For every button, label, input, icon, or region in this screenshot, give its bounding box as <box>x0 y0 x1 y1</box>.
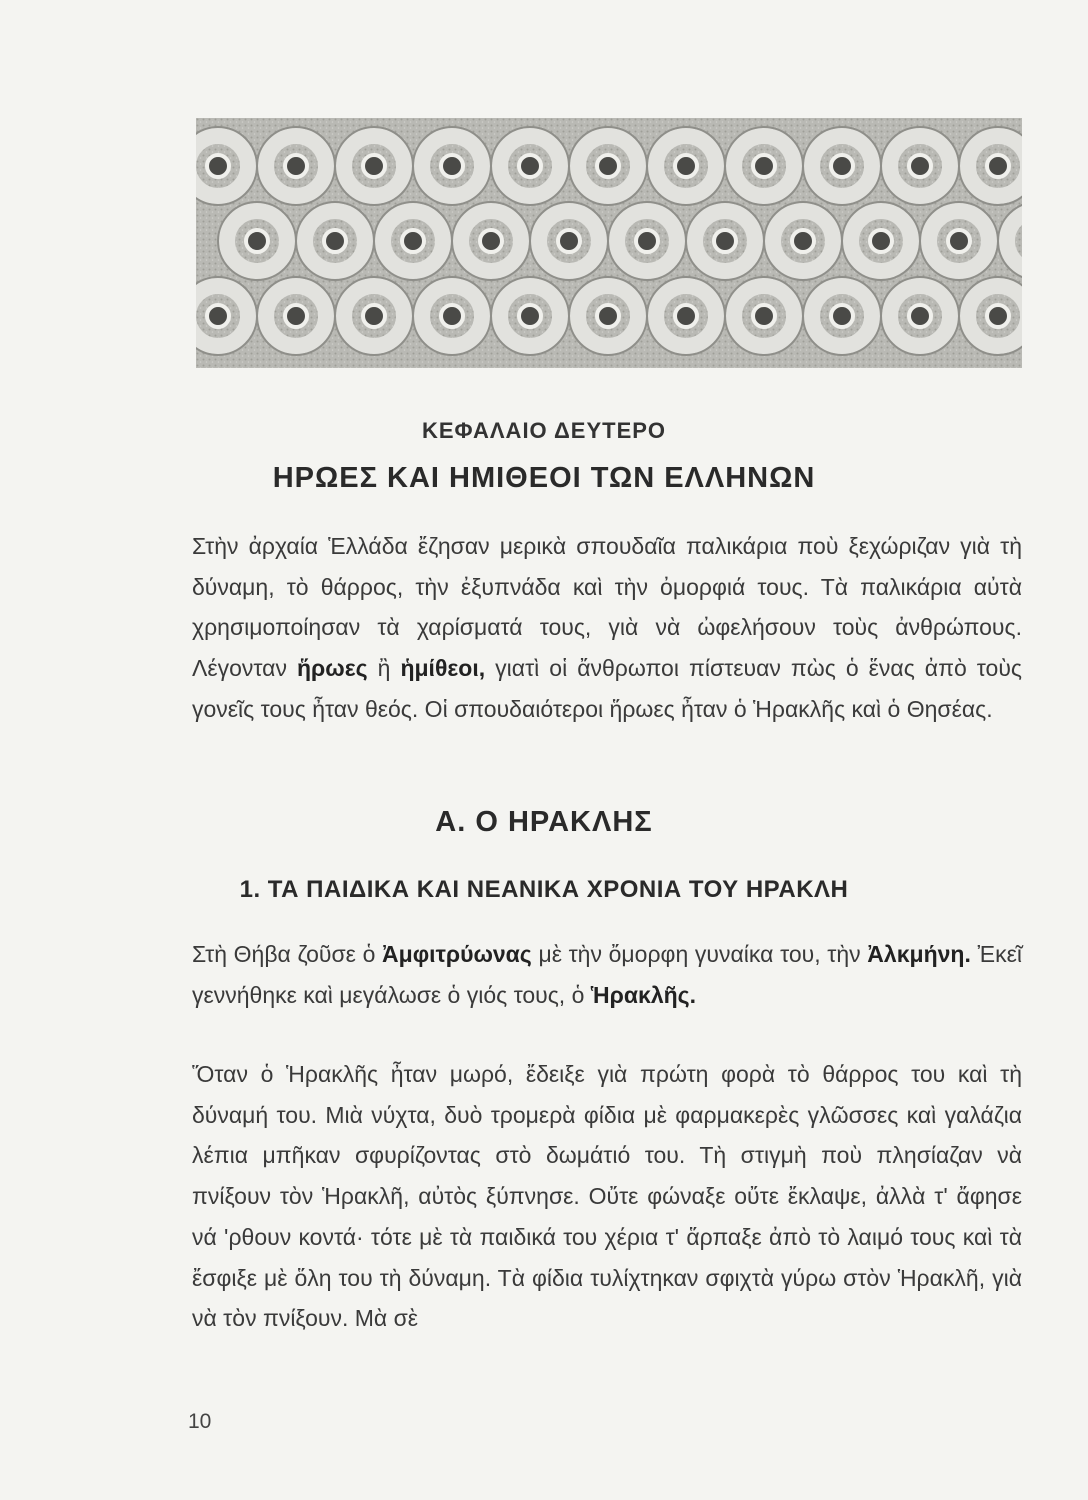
chapter-label: ΚΕΦΑΛΑΙΟ ΔΕΥΤΕΡΟ <box>421 418 667 443</box>
braid-eye <box>363 155 385 177</box>
page-number: 10 <box>188 1410 212 1433</box>
braid-eye <box>246 230 268 252</box>
braid-eye <box>480 230 502 252</box>
name-alcmene: Ἀλκμήνη. <box>867 941 971 967</box>
section-subtitle: 1. ΤΑ ΠΑΙΔΙΚΑ ΚΑΙ ΝΕΑΝΙΚΑ ΧΡΟΝΙΑ ΤΟΥ ΗΡΑΚΛΗ <box>239 876 849 903</box>
braid-eye <box>831 305 853 327</box>
para2-text-3: Ἐκεῖ γεννήθηκε καὶ μεγάλωσε ὁ γιός τους, ὁ <box>192 941 1022 1008</box>
braid-eye <box>558 230 580 252</box>
braid-eye <box>519 305 541 327</box>
intro-text-2: ἢ <box>367 655 401 682</box>
intro-text-1: Στὴν ἀρχαία Ἑλλάδα ἔζησαν μερικὰ σπουδαῖα παλικάρια ποὺ ξεχώριζαν γιὰ τὴ δύναμη, τὸ θάρρος, τὴν ἐξυπνάδα καὶ τὴν ὀμορφιά τους. Τὰ παλικάρια αὐτὰ χρησιμοποίησαν τὰ χαρίσματά τους, γιὰ νὰ ὠφελήσουν τοὺς ἀνθρώπους. Λέγονταν <box>192 533 1022 682</box>
braid-eye <box>636 230 658 252</box>
braid-eye <box>597 305 619 327</box>
braid-eye <box>402 230 424 252</box>
braid-eye <box>675 155 697 177</box>
braid-eye <box>870 230 892 252</box>
term-demigods: ἡμίθεοι, <box>400 655 486 682</box>
chapter-title: ΗΡΩΕΣ ΚΑΙ ΗΜΙΘΕΟΙ ΤΩΝ ΕΛΛΗΝΩΝ <box>272 462 816 494</box>
braid-eye <box>753 305 775 327</box>
braid-eye <box>675 305 697 327</box>
para2-text-1: Στὴ Θήβα ζοῦσε ὁ <box>192 941 383 967</box>
braid-eye <box>363 305 385 327</box>
braid-eye <box>519 155 541 177</box>
braid-eye <box>909 155 931 177</box>
braid-eye <box>324 230 346 252</box>
paragraph-snakes: Ὅταν ὁ Ἡρακλῆς ἦταν μωρό, ἔδειξε γιὰ πρώτη φορὰ τὸ θάρρος του καὶ τὴ δύναμή του. Μιὰ νύχτα, δυὸ τρομερὰ φίδια μὲ φαρμακερὲς γλῶσσες καὶ γαλάζια λέπια μπῆκαν σφυρίζοντας στὸ δωμάτιό του. Τὴ στιγμὴ ποὺ πλησίαζαν νὰ πνίξουν τὸν Ἡρακλῆ, αὐτὸς ξύπνησε. Οὔτε φώναξε οὔτε ἔκλαψε, ἀλλὰ τ' ἄφησε νά 'ρθουν κοντά· τότε μὲ τὰ παιδικά του χέρια τ' ἅρπαξε ἀπὸ τὸ λαιμό τους καὶ τὰ ἔσφιξε μὲ ὅλη του τὴ δύναμη. Τὰ φίδια τυλίχτηκαν σφιχτὰ γύρω στὸν Ἡρακλῆ, γιὰ νὰ τὸν πνίξουν. Μὰ σὲ <box>192 1061 1022 1332</box>
braid-eye <box>207 305 229 327</box>
braid-eye <box>909 305 931 327</box>
braid-eye <box>597 155 619 177</box>
braid-eye <box>441 155 463 177</box>
braid-eye <box>987 155 1009 177</box>
intro-paragraph <box>192 526 1022 730</box>
braid-eye <box>792 230 814 252</box>
section-title: Α. Ο ΗΡΑΚΛΗΣ <box>435 806 653 838</box>
braid-eye <box>753 155 775 177</box>
braid-eye <box>441 305 463 327</box>
braid-eye <box>714 230 736 252</box>
braid-eye <box>948 230 970 252</box>
interlace-braid-ornament <box>196 118 1022 368</box>
para2-text-2: μὲ τὴν ὄμορφη γυναίκα του, τὴν <box>531 941 868 967</box>
name-amphitryon: Ἀμφιτρύωνας <box>382 941 532 967</box>
name-heracles: Ἡρακλῆς. <box>590 981 697 1008</box>
paragraph-thebes <box>192 934 1022 1015</box>
intro-text-3: γιατὶ οἱ ἄνθρωποι πίστευαν πὼς ὁ ἕνας ἀπὸ τοὺς γονεῖς τους ἦταν θεός. Οἱ σπουδαιότεροι ἥρωες ἦταν ὁ Ἡρακλῆς καὶ ὁ Θησέας. <box>192 655 1022 722</box>
term-heroes: ἥρωες <box>297 655 368 682</box>
braid-eye <box>207 155 229 177</box>
braid-eye <box>831 155 853 177</box>
braid-eye <box>987 305 1009 327</box>
braid-eye <box>285 305 307 327</box>
braid-eye <box>285 155 307 177</box>
